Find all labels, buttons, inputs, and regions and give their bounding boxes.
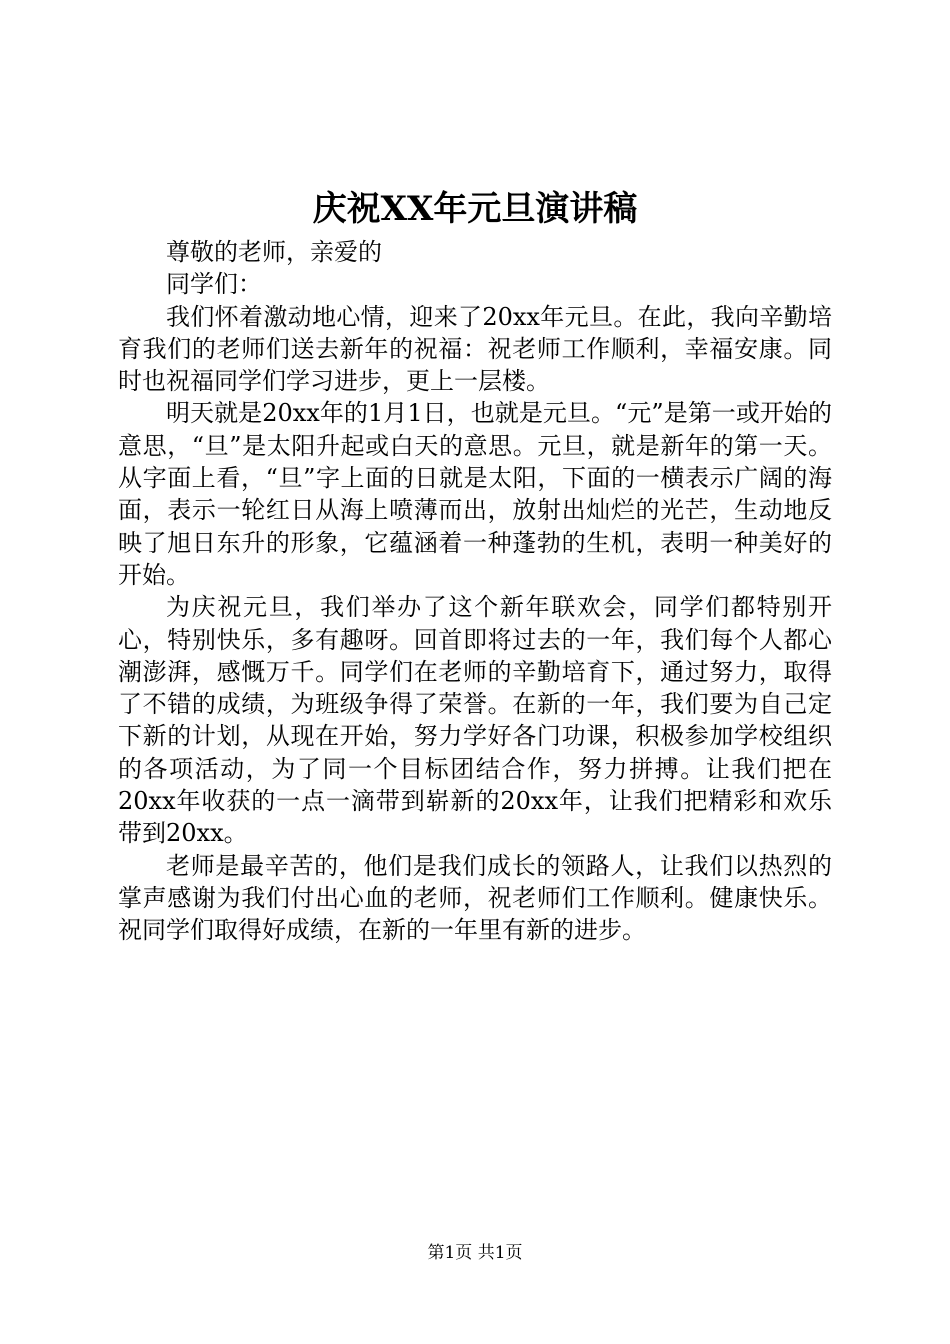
document-title: 庆祝XX年元旦演讲稿 — [312, 189, 638, 229]
body-paragraph: 我们怀着激动地心情，迎来了20xx年元旦。在此，我向辛勤培育我们的老师们送去新年的祝福：祝老师工作顺利，幸福安康。同时也祝福同学们学习进步，更上一层楼。 — [118, 302, 832, 396]
page-footer: 第1页 共1页 — [427, 1243, 523, 1263]
body-paragraph: 明天就是20xx年的1月1日，也就是元旦。“元”是第一或开始的意思，“旦”是太阳升起或白天的意思。元旦，就是新年的第一天。从字面上看，“旦”字上面的日就是太阳，下面的一横表示广阔的海面，表示一轮红日从海上喷薄而出，放射出灿烂的光芒，生动地反映了旭日东升的形象，它蕴涵着一种蓬勃的生机，表明一种美好的开始。 — [118, 399, 832, 589]
salutation-line: 尊敬的老师，亲爱的 — [166, 238, 382, 266]
salutation-line: 同学们： — [166, 270, 262, 299]
body-paragraph: 老师是最辛苦的，他们是我们成长的领路人，让我们以热烈的掌声感谢为我们付出心血的老师，祝老师们工作顺利。健康快乐。祝同学们取得好成绩，在新的一年里有新的进步。 — [118, 851, 832, 945]
document-body — [118, 236, 832, 947]
body-paragraph: 为庆祝元旦，我们举办了这个新年联欢会，同学们都特别开心，特别快乐，多有趣呀。回首即将过去的一年，我们每个人都心潮澎湃，感慨万千。同学们在老师的辛勤培育下，通过努力，取得了不错的成绩，为班级争得了荣誉。在新的一年，我们要为自己定下新的计划，从现在开始，努力学好各门功课，积极参加学校组织的各项活动，为了同一个目标团结合作，努力拼搏。让我们把在20xx年收获的一点一滴带到崭新的20xx年，让我们把精彩和欢乐带到20xx。 — [118, 593, 832, 848]
